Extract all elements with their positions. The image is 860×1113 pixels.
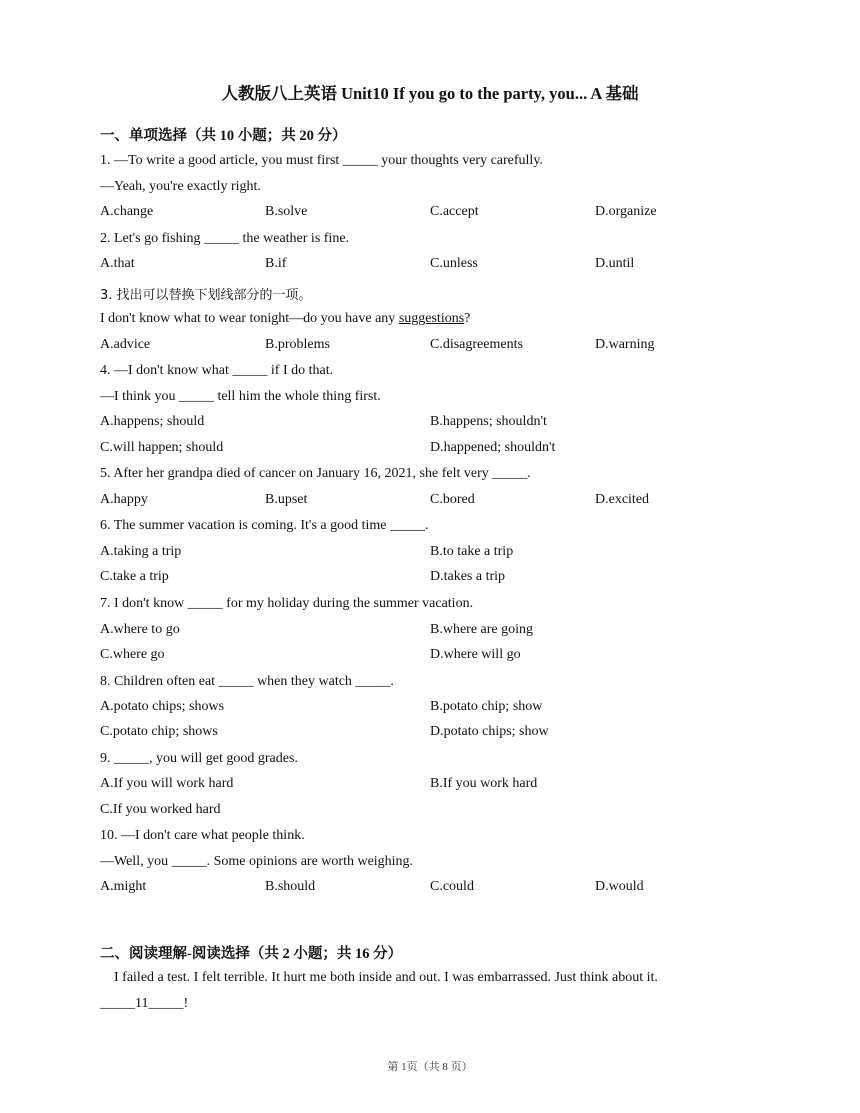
page-number-footer: 第 1页（共 8 页） bbox=[387, 1061, 473, 1073]
question-3-stem: 3. 找出可以替换下划线部分的一项。 bbox=[100, 288, 312, 303]
question-10-stem-line-2: —Well, you _____. Some opinions are worth weighing. bbox=[100, 854, 414, 869]
question-1-option-b: B.solve bbox=[265, 204, 308, 219]
question-5-option-c: C.bored bbox=[430, 492, 475, 507]
question-7-stem: 7. I don't know _____ for my holiday during the summer vacation. bbox=[100, 596, 474, 611]
question-6-option-b: B.to take a trip bbox=[430, 544, 514, 559]
question-8-option-a: A.potato chips; shows bbox=[100, 699, 225, 714]
question-1-option-d: D.organize bbox=[595, 204, 657, 219]
question-3-option-d: D.warning bbox=[595, 337, 655, 352]
question-3-option-b: B.problems bbox=[265, 337, 330, 352]
document-title: 人教版八上英语 Unit10 If you go to the party, you... A 基础 bbox=[221, 84, 639, 103]
question-7-option-a: A.where to go bbox=[100, 622, 180, 637]
question-1-option-a: A.change bbox=[100, 204, 154, 219]
question-7-option-b: B.where are going bbox=[430, 622, 534, 637]
question-8-option-d: D.potato chips; show bbox=[430, 724, 549, 739]
reading-paragraph-line-2: _____11_____! bbox=[100, 996, 189, 1011]
question-9-option-c: C.If you worked hard bbox=[100, 802, 221, 817]
question-4-option-a: A.happens; should bbox=[100, 414, 205, 429]
question-2-option-a: A.that bbox=[100, 256, 135, 271]
question-9-option-a: A.If you will work hard bbox=[100, 776, 234, 791]
question-3-option-c: C.disagreements bbox=[430, 337, 523, 352]
question-4-option-c: C.will happen; should bbox=[100, 440, 224, 455]
question-8-stem: 8. Children often eat _____ when they watch _____. bbox=[100, 674, 394, 689]
question-8-option-c: C.potato chip; shows bbox=[100, 724, 218, 739]
question-10-option-d: D.would bbox=[595, 879, 644, 894]
question-2-option-b: B.if bbox=[265, 256, 287, 271]
question-4-stem-line-2: —I think you _____ tell him the whole thing first. bbox=[100, 389, 381, 404]
question-10-option-a: A.might bbox=[100, 879, 147, 894]
question-1-stem-line-1: 1. —To write a good article, you must first _____ your thoughts very carefully. bbox=[100, 153, 543, 168]
question-7-option-d: D.where will go bbox=[430, 647, 521, 662]
question-3-sentence-after: ? bbox=[464, 311, 471, 326]
question-5-stem: 5. After her grandpa died of cancer on January 16, 2021, she felt very _____. bbox=[100, 466, 531, 481]
question-10-option-c: C.could bbox=[430, 879, 474, 894]
question-10-stem-line-1: 10. —I don't care what people think. bbox=[100, 828, 305, 843]
question-1-stem-line-2: —Yeah, you're exactly right. bbox=[100, 179, 261, 194]
section-heading-single-choice: 一、单项选择（共 10 小题；共 20 分） bbox=[100, 128, 347, 144]
question-2-stem: 2. Let's go fishing _____ the weather is fine. bbox=[100, 231, 350, 246]
question-4-stem-line-1: 4. —I don't know what _____ if I do that. bbox=[100, 363, 334, 378]
question-6-option-d: D.takes a trip bbox=[430, 569, 506, 584]
question-6-stem: 6. The summer vacation is coming. It's a good time _____. bbox=[100, 518, 429, 533]
question-1-option-c: C.accept bbox=[430, 204, 479, 219]
question-3-sentence bbox=[100, 311, 470, 327]
question-6-option-c: C.take a trip bbox=[100, 569, 169, 584]
question-3-underlined-word: suggestions bbox=[398, 311, 465, 326]
question-3-sentence-before: I don't know what to wear tonight—do you have any bbox=[100, 311, 399, 326]
section-heading-reading: 二、阅读理解-阅读选择（共 2 小题；共 16 分） bbox=[100, 946, 403, 962]
question-8-option-b: B.potato chip; show bbox=[430, 699, 543, 714]
question-7-option-c: C.where go bbox=[100, 647, 165, 662]
reading-paragraph-line-1: I failed a test. I felt terrible. It hurt me both inside and out. I was embarrassed. Just think about it. bbox=[114, 970, 658, 985]
question-5-option-a: A.happy bbox=[100, 492, 148, 507]
question-2-option-d: D.until bbox=[595, 256, 635, 271]
question-4-option-d: D.happened; shouldn't bbox=[430, 440, 556, 455]
question-4-option-b: B.happens; shouldn't bbox=[430, 414, 547, 429]
question-9-option-b: B.If you work hard bbox=[430, 776, 538, 791]
question-5-option-d: D.excited bbox=[595, 492, 650, 507]
question-5-option-b: B.upset bbox=[265, 492, 308, 507]
question-10-option-b: B.should bbox=[265, 879, 316, 894]
question-6-option-a: A.taking a trip bbox=[100, 544, 182, 559]
question-9-stem: 9. _____, you will get good grades. bbox=[100, 751, 298, 766]
question-3-option-a: A.advice bbox=[100, 337, 151, 352]
question-2-option-c: C.unless bbox=[430, 256, 478, 271]
